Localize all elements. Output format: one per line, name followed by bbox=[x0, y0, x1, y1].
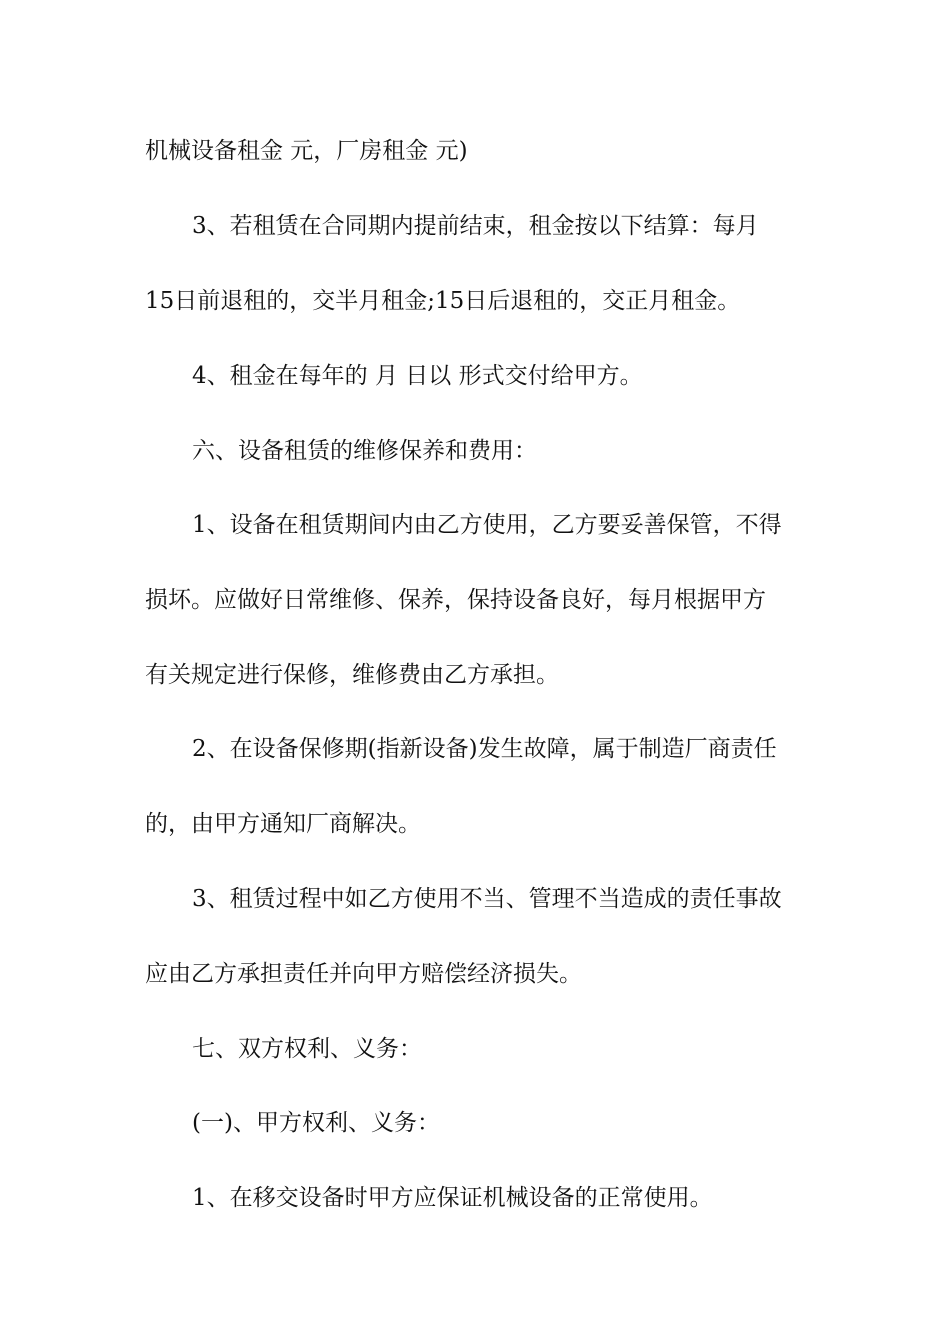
text-line: 应由乙方承担责任并向甲方赔偿经济损失。 bbox=[145, 961, 582, 987]
text-line: 的，由甲方通知厂商解决。 bbox=[145, 811, 421, 837]
section-heading: 六、设备租赁的维修保养和费用： bbox=[192, 438, 537, 464]
text-line: 4、租金在每年的 月 日以 形式交付给甲方。 bbox=[192, 363, 643, 389]
text-line: 15日前退租的，交半月租金;15日后退租的，交正月租金。 bbox=[145, 288, 741, 314]
text-line: 有关规定进行保修，维修费由乙方承担。 bbox=[145, 662, 559, 688]
text-line: 2、在设备保修期(指新设备)发生故障，属于制造厂商责任 bbox=[192, 736, 777, 762]
section-heading: 七、双方权利、义务： bbox=[192, 1036, 422, 1062]
text-line: 1、设备在租赁期间内由乙方使用，乙方要妥善保管，不得 bbox=[192, 512, 782, 538]
text-line: 1、在移交设备时甲方应保证机械设备的正常使用。 bbox=[192, 1185, 713, 1211]
text-line: 机械设备租金 元，厂房租金 元) bbox=[145, 138, 468, 164]
text-line: 3、若租赁在合同期内提前结束，租金按以下结算：每月 bbox=[192, 213, 759, 239]
subsection-heading: (一)、甲方权利、义务： bbox=[192, 1110, 440, 1136]
text-line: 3、租赁过程中如乙方使用不当、管理不当造成的责任事故 bbox=[192, 886, 782, 912]
text-line: 损坏。应做好日常维修、保养，保持设备良好，每月根据甲方 bbox=[145, 587, 766, 613]
